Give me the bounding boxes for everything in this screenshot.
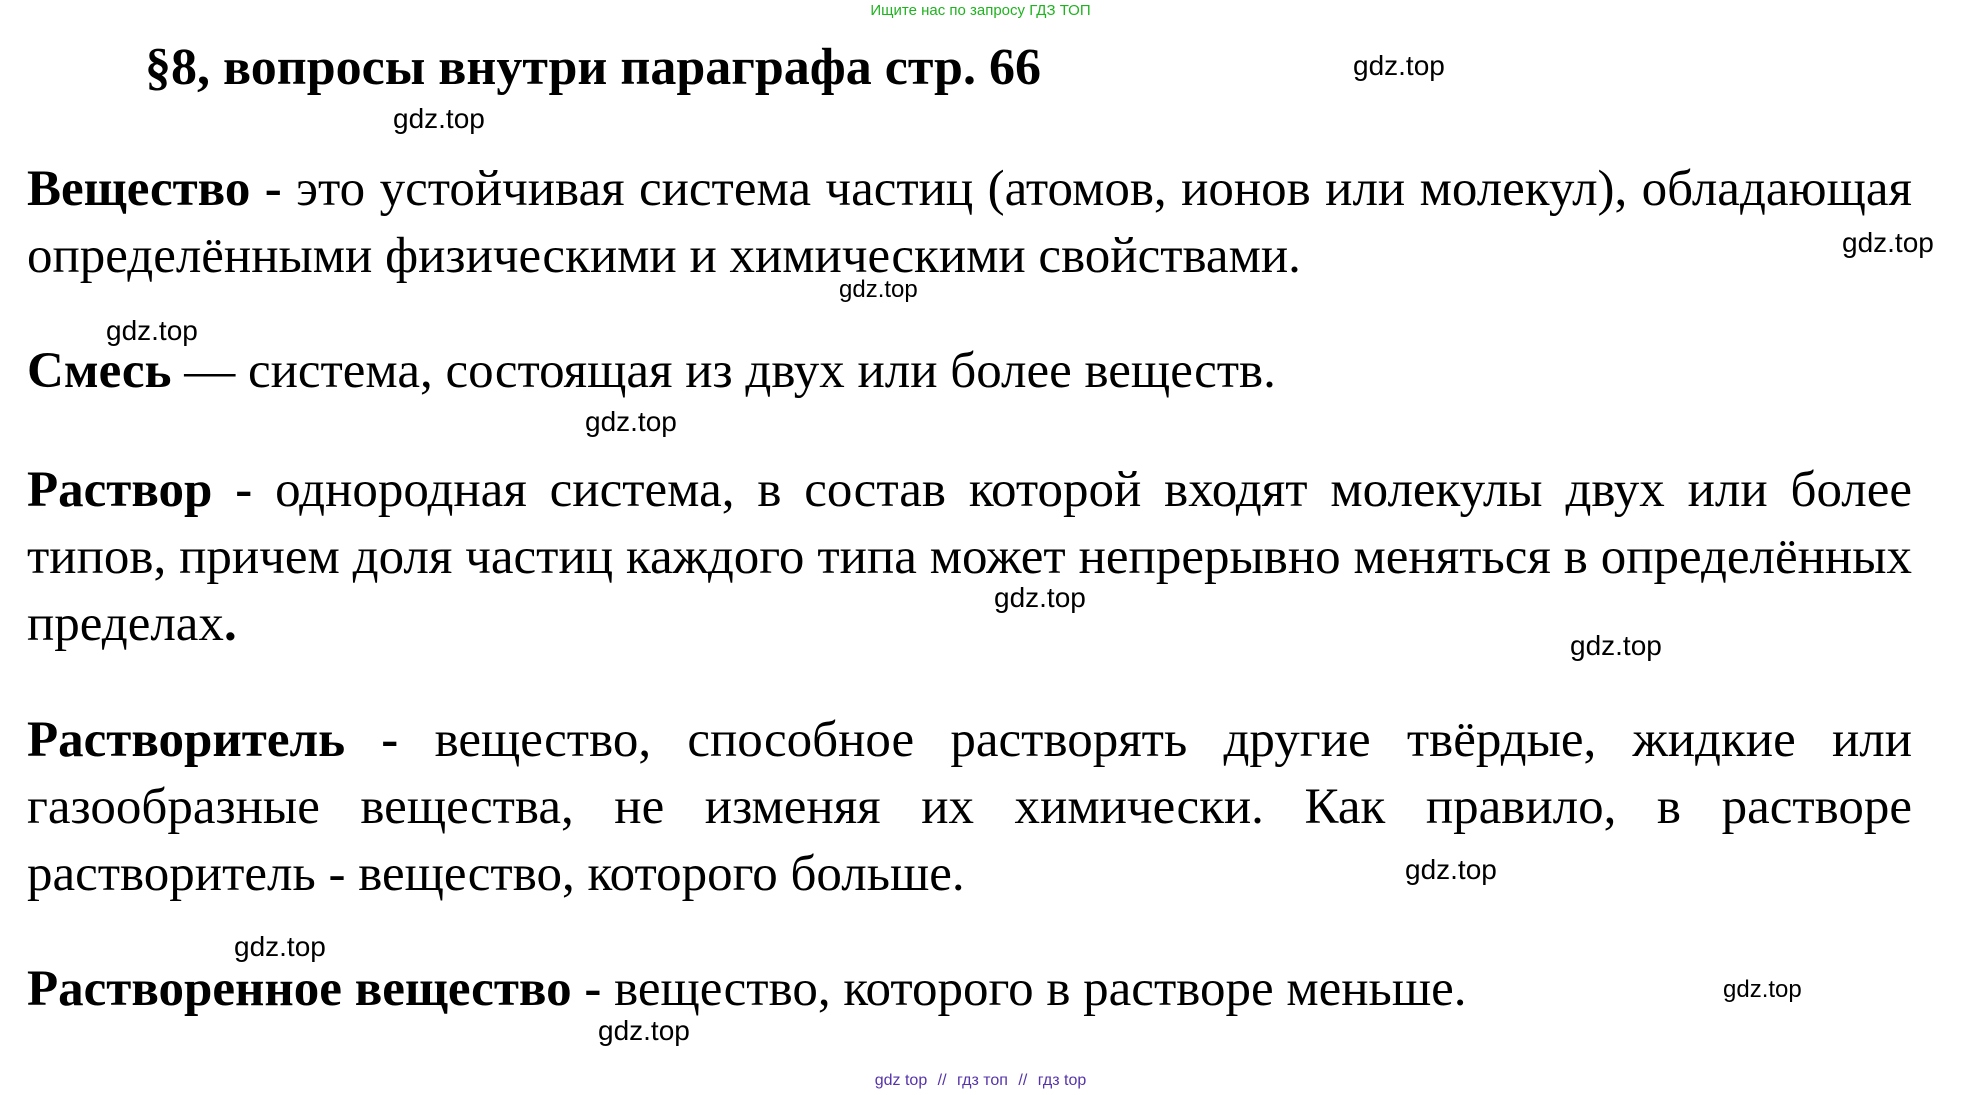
watermark: gdz.top [1723, 976, 1802, 1003]
watermark: gdz.top [598, 1015, 690, 1046]
definition-mixture [27, 338, 1912, 405]
definition-solution [27, 457, 1912, 658]
footer-link[interactable]: гдз top [1037, 1072, 1087, 1089]
page-title: §8, вопросы внутри параграфа стр. 66 [145, 39, 1041, 96]
definition-term: Смесь [27, 343, 172, 399]
definition-substance [27, 156, 1912, 290]
footer-links [0, 1072, 1961, 1090]
watermark: gdz.top [1353, 50, 1445, 81]
definition-term: Растворитель - [27, 712, 399, 768]
definition-end: . [223, 596, 237, 652]
definition-solvent [27, 707, 1912, 908]
definition-text: однородная система, в состав которой входят молекулы двух или более типов, причем доля частиц каждого типа может непрерывно меняться в определённых пределах [27, 462, 1913, 652]
watermark: gdz.top [393, 103, 485, 134]
watermark: gdz.top [106, 315, 198, 346]
footer-separator: // [1018, 1072, 1028, 1089]
definition-term: Раствор - [27, 462, 253, 518]
definition-text: вещество, способное растворять другие твёрдые, жидкие или газообразные вещества, не изменяя их химически. Как правило, в растворе растворитель - вещество, которого больше. [27, 712, 1912, 902]
definition-text: вещество, которого в растворе меньше. [614, 961, 1467, 1017]
definition-text: — система, состоящая из двух или более веществ. [184, 343, 1276, 399]
watermark: gdz.top [585, 406, 677, 437]
watermark: gdz.top [839, 276, 918, 303]
watermark: gdz.top [1405, 854, 1497, 885]
watermark: gdz.top [1842, 227, 1934, 258]
definition-term: Вещество - [27, 161, 282, 217]
definition-solute [27, 956, 1912, 1023]
watermark: gdz.top [234, 931, 326, 962]
top-banner[interactable]: Ищите нас по запросу ГДЗ ТОП [870, 2, 1091, 19]
footer-link[interactable]: gdz top [874, 1072, 928, 1089]
definition-text: это устойчивая система частиц (атомов, ионов или молекул), обладающая определёнными физическими и химическими свойствами. [27, 161, 1912, 284]
watermark: gdz.top [994, 582, 1086, 613]
footer-link[interactable]: гдз топ [957, 1072, 1008, 1089]
footer-separator: // [937, 1072, 947, 1089]
definition-term: Растворенное вещество - [27, 961, 602, 1017]
watermark: gdz.top [1570, 630, 1662, 661]
